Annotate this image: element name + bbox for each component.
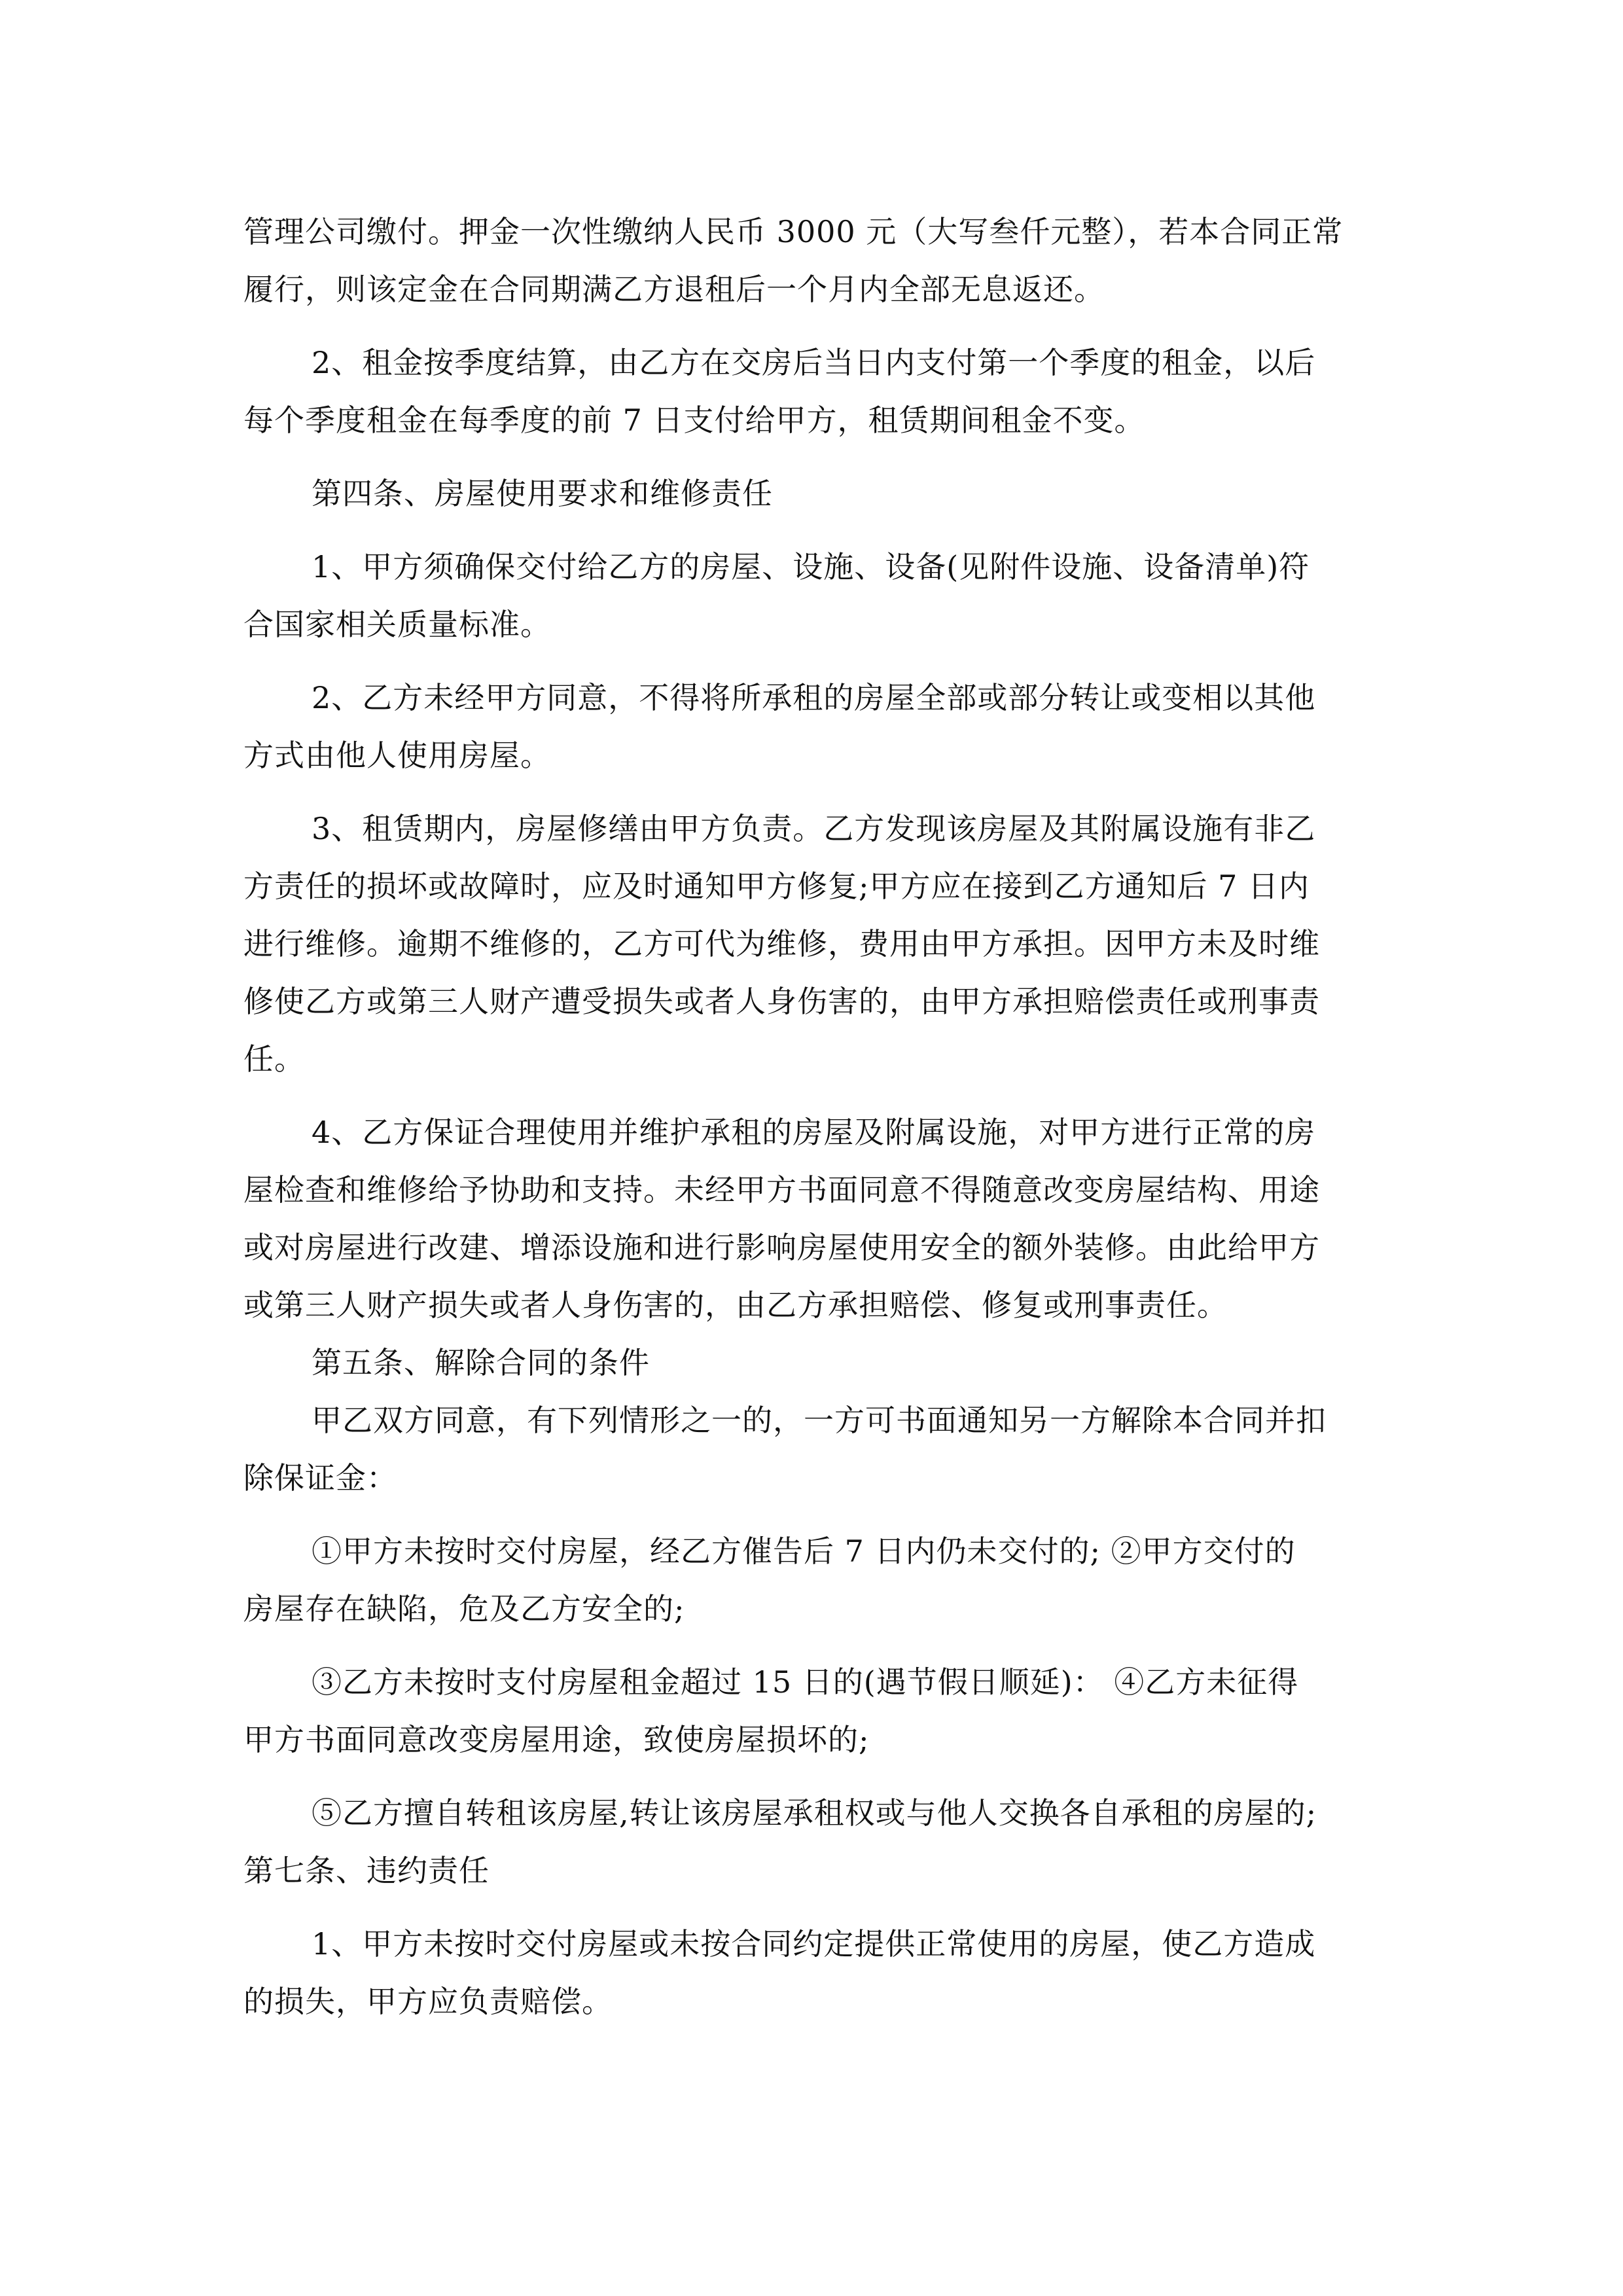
text-line: 2、租金按季度结算，由乙方在交房后当日内支付第一个季度的租金，以后	[312, 345, 1316, 380]
text-line: ③乙方未按时支付房屋租金超过 15 日的(遇节假日顺延)： ④乙方未征得	[312, 1664, 1299, 1700]
text-line: 履行，则该定金在合同期满乙方退租后一个月内全部无息返还。	[243, 272, 1105, 307]
text-line: 合国家相关质量标准。	[243, 607, 551, 642]
text-line: 第五条、解除合同的条件	[312, 1345, 650, 1380]
text-line: 任。	[243, 1041, 305, 1077]
text-line: 4、乙方保证合理使用并维护承租的房屋及附属设施，对甲方进行正常的房	[312, 1115, 1316, 1150]
text-line: 的损失，甲方应负责赔偿。	[243, 1984, 613, 2019]
text-line: 1、甲方未按时交付房屋或未按合同约定提供正常使用的房屋，使乙方造成	[312, 1926, 1316, 1962]
text-line: ①甲方未按时交付房屋，经乙方催告后 7 日内仍未交付的; ②甲方交付的	[312, 1534, 1296, 1569]
text-line: 方责任的损坏或故障时，应及时通知甲方修复;甲方应在接到乙方通知后 7 日内	[243, 869, 1310, 904]
text-line: 第七条、违约责任	[243, 1853, 490, 1888]
text-line: 或对房屋进行改建、增添设施和进行影响房屋使用安全的额外装修。由此给甲方	[243, 1230, 1320, 1265]
text-line: 房屋存在缺陷，危及乙方安全的;	[243, 1591, 685, 1626]
text-line: 屋检查和维修给予协助和支持。未经甲方书面同意不得随意改变房屋结构、用途	[243, 1172, 1320, 1208]
text-line: 2、乙方未经甲方同意，不得将所承租的房屋全部或部分转让或变相以其他	[312, 680, 1316, 715]
text-line: 3、租赁期内，房屋修缮由甲方负责。乙方发现该房屋及其附属设施有非乙	[312, 811, 1316, 846]
document-body	[243, 203, 1380, 2030]
text-line: 1、甲方须确保交付给乙方的房屋、设施、设备(见附件设施、设备清单)符	[312, 549, 1310, 584]
text-line: 进行维修。逾期不维修的，乙方可代为维修，费用由甲方承担。因甲方未及时维	[243, 926, 1320, 961]
text-line: 或第三人财产损失或者人身伤害的，由乙方承担赔偿、修复或刑事责任。	[243, 1287, 1228, 1323]
text-line: 方式由他人使用房屋。	[243, 738, 551, 773]
text-line: 甲乙双方同意，有下列情形之一的，一方可书面通知另一方解除本合同并扣	[312, 1403, 1327, 1438]
text-line: 修使乙方或第三人财产遭受损失或者人身伤害的，由甲方承担赔偿责任或刑事责	[243, 984, 1320, 1019]
text-line: 第四条、房屋使用要求和维修责任	[312, 476, 773, 511]
text-line: 除保证金：	[243, 1460, 397, 1496]
text-line: 每个季度租金在每季度的前 7 日支付给甲方，租赁期间租金不变。	[243, 403, 1145, 438]
text-line: ⑤乙方擅自转租该房屋,转让该房屋承租权或与他人交换各自承租的房屋的;	[312, 1795, 1317, 1831]
text-line: 甲方书面同意改变房屋用途，致使房屋损坏的;	[243, 1722, 870, 1757]
text-line: 管理公司缴付。押金一次性缴纳人民币 3000 元（大写叁仟元整），若本合同正常	[243, 214, 1344, 249]
